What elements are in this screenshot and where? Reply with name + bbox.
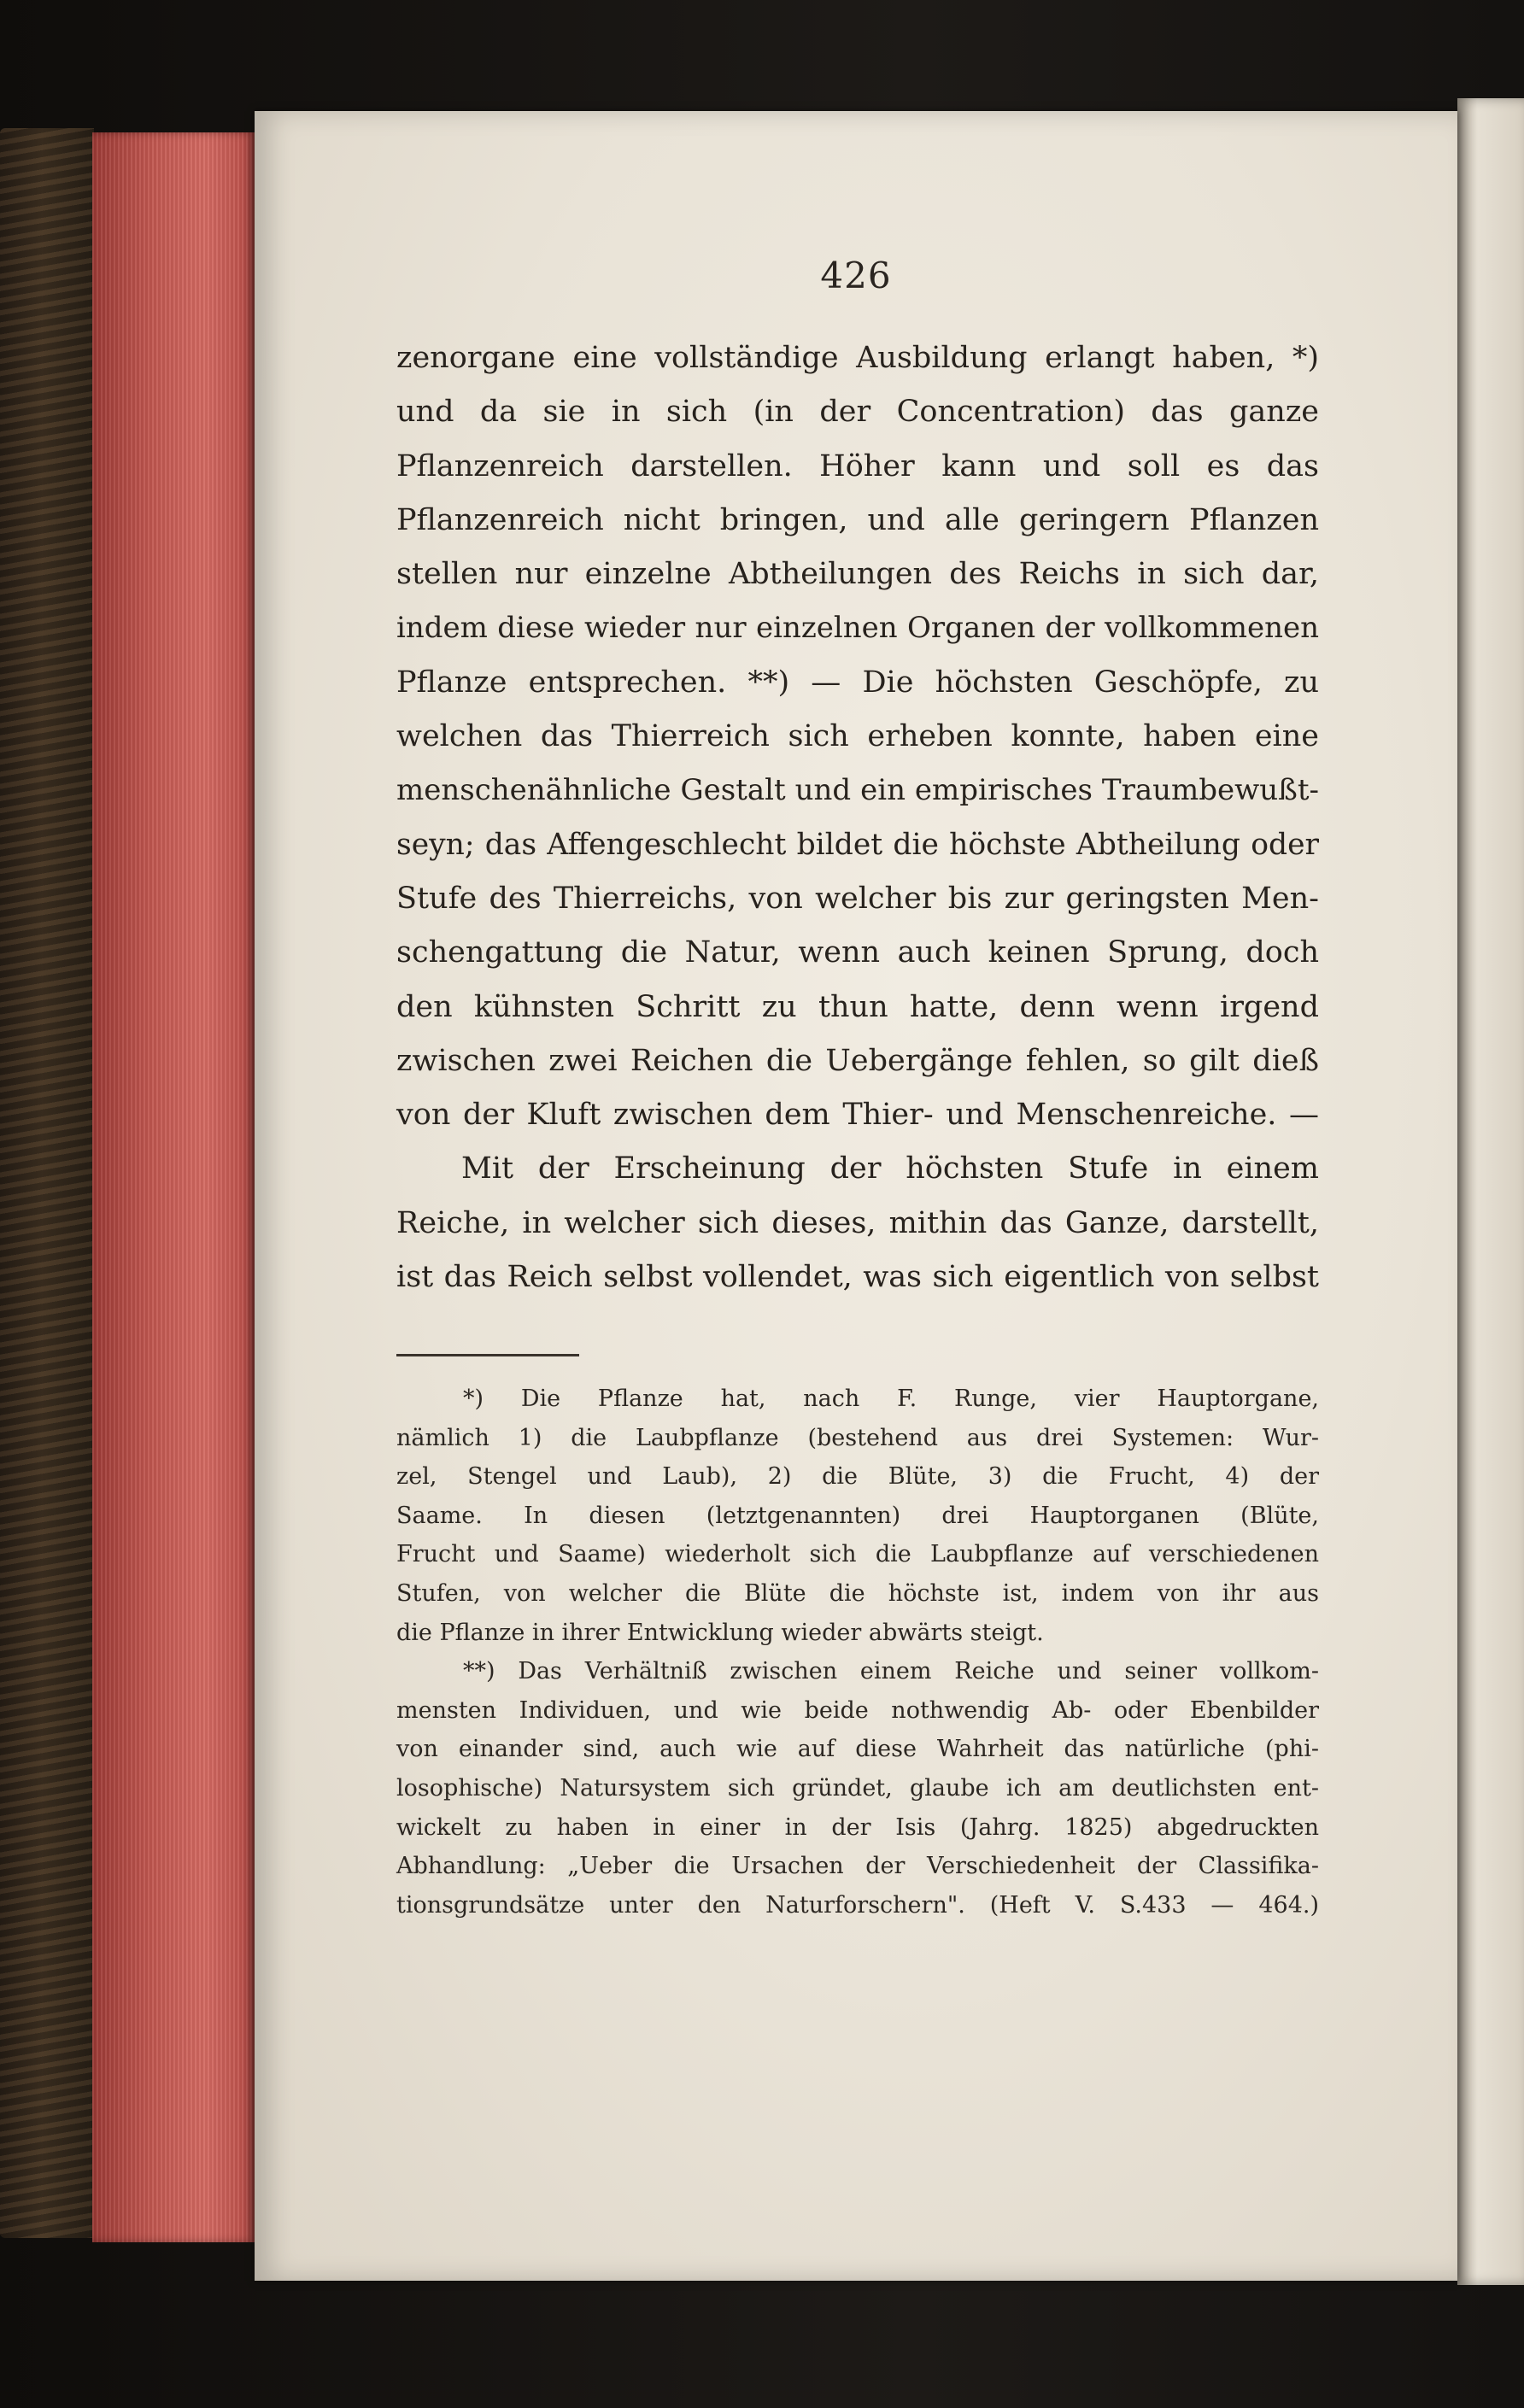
text-line: Pflanze entsprechen. **) — Die höchsten Geschöpfe, zu: [396, 665, 1319, 700]
footnote-line: Abhandlung: „Ueber die Ursachen der Verschiedenheit der Classifika-: [396, 1853, 1319, 1880]
footnotes: [396, 1380, 1319, 1925]
footnote-rule: [396, 1354, 579, 1356]
text-line: indem diese wieder nur einzelnen Organen der vollkommenen: [396, 611, 1319, 646]
footnote-line: Saame. In diesen (letztgenannten) drei Hauptorganen (Blüte,: [396, 1502, 1319, 1529]
footnote-line: nämlich 1) die Laubpflanze (bestehend aus drei Systemen: Wur-: [396, 1424, 1319, 1451]
text-line: Reiche, in welcher sich dieses, mithin das Ganze, darstellt,: [396, 1205, 1319, 1240]
footnote-line: von einander sind, auch wie auf diese Wahrheit das natürliche (phi-: [396, 1736, 1319, 1763]
main-text: [396, 331, 1319, 1304]
facing-page-edge: [1457, 98, 1524, 2285]
text-line: zenorgane eine vollständige Ausbildung erlangt haben, *): [396, 341, 1319, 375]
text-line: stellen nur einzelne Abtheilungen des Reichs in sich dar,: [396, 557, 1319, 592]
footnote-line: losophische) Natursystem sich gründet, glaube ich am deutlichsten ent-: [396, 1774, 1319, 1802]
text-line: welchen das Thierreich sich erheben konnte, haben eine: [396, 719, 1319, 754]
page-number: 426: [820, 255, 892, 296]
footnote-line: zel, Stengel und Laub), 2) die Blüte, 3) die Frucht, 4) der: [396, 1463, 1319, 1491]
text-line: den kühnsten Schritt zu thun hatte, denn wenn irgend: [396, 989, 1319, 1024]
footnote-line: Stufen, von welcher die Blüte die höchste ist, indem von ihr aus: [396, 1579, 1319, 1607]
text-line: zwischen zwei Reichen die Uebergänge fehlen, so gilt dieß: [396, 1043, 1319, 1078]
text-line: Pflanzenreich nicht bringen, und alle geringern Pflanzen: [396, 502, 1319, 537]
footnote-line: Frucht und Saame) wiederholt sich die Laubpflanze auf verschiedenen: [396, 1541, 1319, 1568]
text-line: Pflanzenreich darstellen. Höher kann und soll es das: [396, 448, 1319, 483]
footnote-line: wickelt zu haben in einer in der Isis (Jahrg. 1825) abgedruckten: [396, 1813, 1319, 1841]
text-line: und da sie in sich (in der Concentration) das ganze: [396, 395, 1319, 430]
text-line: von der Kluft zwischen dem Thier- und Menschenreiche. —: [396, 1098, 1319, 1133]
text-line: schengattung die Natur, wenn auch keinen Sprung, doch: [396, 935, 1319, 970]
book-spine: [0, 128, 94, 2238]
footnote-line: mensten Individuen, und wie beide nothwendig Ab- oder Ebenbilder: [396, 1696, 1319, 1724]
footnote-line: *) Die Pflanze hat, nach F. Runge, vier Hauptorgane,: [463, 1386, 1319, 1412]
text-line: Mit der Erscheinung der höchsten Stufe in einem: [461, 1151, 1319, 1186]
footnote-line: **) Das Verhältniß zwischen einem Reiche und seiner vollkom-: [463, 1658, 1319, 1685]
text-line: Stufe des Thierreichs, von welcher bis zur geringsten Men-: [396, 881, 1319, 916]
red-page-edges: [92, 132, 255, 2242]
footnote-line: tionsgrundsätze unter den Naturforschern". (Heft V. S.433 — 464.): [396, 1891, 1319, 1919]
book-page: [255, 111, 1457, 2281]
text-line: menschenähnliche Gestalt und ein empirisches Traumbewußt-: [396, 773, 1319, 808]
text-line: ist das Reich selbst vollendet, was sich eigentlich von selbst: [396, 1260, 1319, 1295]
text-line: seyn; das Affengeschlecht bildet die höchste Abtheilung oder: [396, 827, 1319, 862]
footnote-line: die Pflanze in ihrer Entwicklung wieder abwärts steigt.: [396, 1619, 1044, 1646]
